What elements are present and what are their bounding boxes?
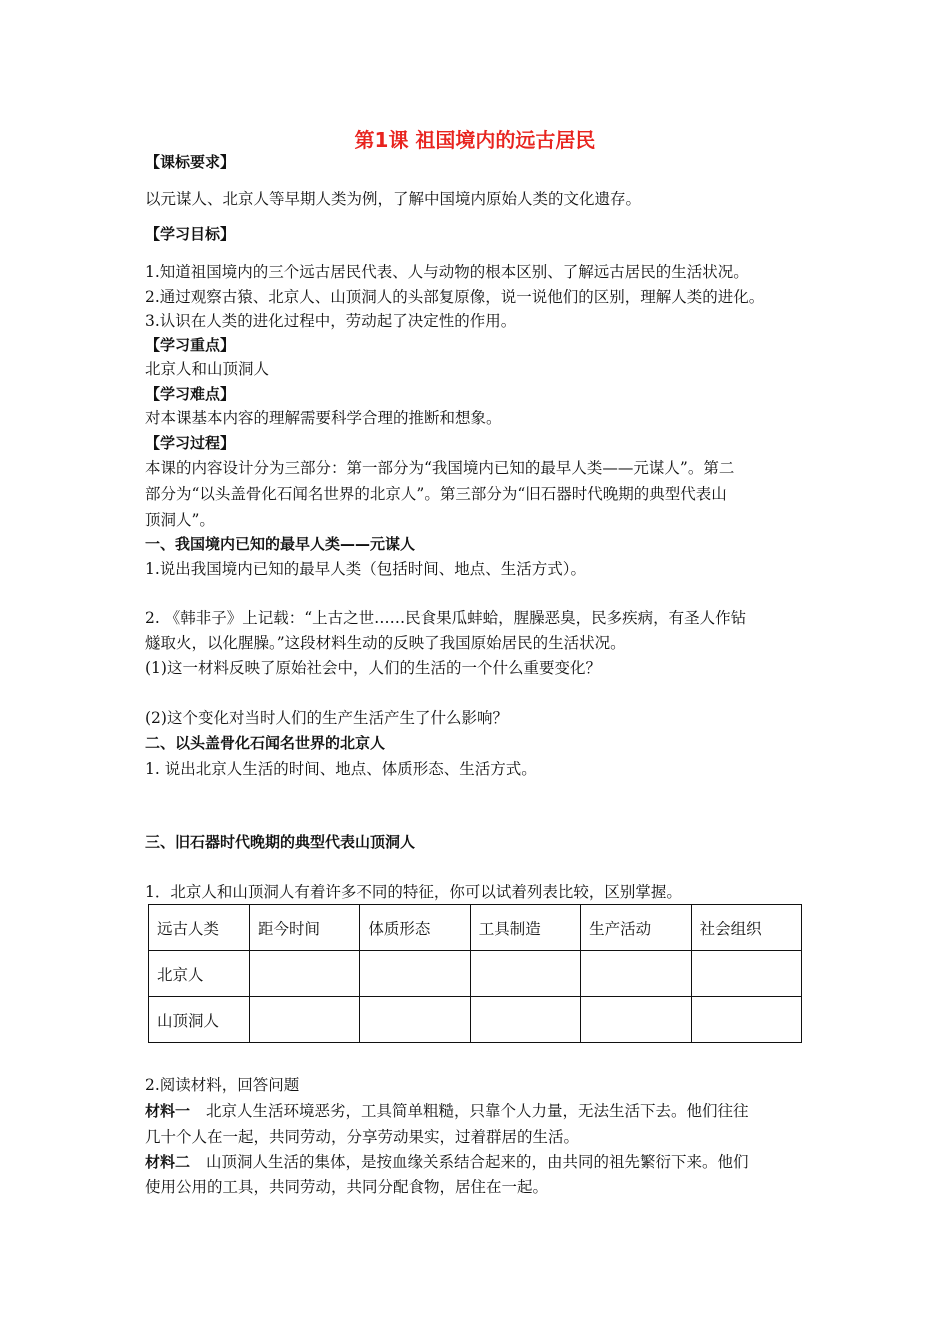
part2-heading: 二、以头盖骨化石闻名世界的北京人 [145,734,386,752]
part1-question-2-line: 2. 《韩非子》上记载：“上古之世……民食果瓜蚌蛤，腥臊恶臭，民多疾病，有圣人作钻 [145,609,747,627]
table-header-cell: 距今时间 [250,905,360,951]
part3-question-2: 2.阅读材料，回答问题 [145,1076,300,1094]
table-cell[interactable] [360,951,470,997]
page-title: 第1课 祖国境内的远古居民 [354,128,596,152]
table-header-cell: 工具制造 [470,905,580,951]
table-cell[interactable] [470,951,580,997]
objective-item: 1.知道祖国境内的三个远古居民代表、人与动物的根本区别、了解远古居民的生活状况。 [145,263,749,281]
material-1-label: 材料一 [145,1102,191,1120]
key-points-text: 北京人和山顶洞人 [145,360,270,378]
table-header-cell: 生产活动 [581,905,691,951]
process-text-line: 本课的内容设计分为三部分：第一部分为“我国境内已知的最早人类——元谋人”。第二 [145,459,735,477]
section-heading-curriculum: 【课标要求】 [145,153,236,171]
table-cell[interactable] [691,951,801,997]
part1-question-1: 1.说出我国境内已知的最早人类（包括时间、地点、生活方式）。 [145,560,587,578]
part1-subquestion-2: (2)这个变化对当时人们的生产生活产生了什么影响？ [145,709,508,727]
section-heading-process: 【学习过程】 [145,434,236,452]
section-heading-objectives: 【学习目标】 [145,225,236,243]
part3-heading: 三、旧石器时代晚期的典型代表山顶洞人 [145,833,416,851]
material-1-line [145,1099,815,1123]
material-2-label: 材料二 [145,1153,191,1171]
table-cell[interactable] [691,997,801,1043]
material-1-line: 几十个人在一起，共同劳动，分享劳动果实，过着群居的生活。 [145,1128,580,1146]
part1-question-2-line: 燧取火，以化腥臊。”这段材料生动的反映了我国原始居民的生活状况。 [145,634,626,652]
curriculum-text: 以元谋人、北京人等早期人类为例，了解中国境内原始人类的文化遗存。 [145,190,642,208]
part2-question-1: 1. 说出北京人生活的时间、地点、体质形态、生活方式。 [145,760,537,778]
table-cell[interactable] [470,997,580,1043]
table-cell[interactable] [250,951,360,997]
objective-item: 3.认识在人类的进化过程中，劳动起了决定性的作用。 [145,312,517,330]
table-header-cell: 体质形态 [360,905,470,951]
material-2-line: 使用公用的工具，共同劳动，共同分配食物，居住在一起。 [145,1178,549,1196]
objective-item: 2.通过观察古猿、北京人、山顶洞人的头部复原像，说一说他们的区别，理解人类的进化。 [145,288,765,306]
table-row [149,997,802,1043]
material-2-text: 山顶洞人生活的集体，是按血缘关系结合起来的，由共同的祖先繁衍下来。他们 [206,1153,749,1171]
section-heading-key-points: 【学习重点】 [145,336,236,354]
table-header-cell: 远古人类 [149,905,250,951]
process-text-line: 部分为“以头盖骨化石闻名世界的北京人”。第三部分为“旧石器时代晚期的典型代表山 [145,485,727,503]
part3-question-1: 1．北京人和山顶洞人有着许多不同的特征，你可以试着列表比较，区别掌握。 [145,883,682,901]
table-row-label: 北京人 [149,951,250,997]
table-cell[interactable] [581,997,691,1043]
table-row [149,951,802,997]
table-cell[interactable] [581,951,691,997]
material-2-line [145,1150,815,1174]
table-header-row [149,905,802,951]
part1-heading: 一、我国境内已知的最早人类——元谋人 [145,535,416,553]
table-row-label: 山顶洞人 [149,997,250,1043]
table-cell[interactable] [250,997,360,1043]
comparison-table [148,904,802,1043]
section-heading-difficulties: 【学习难点】 [145,385,236,403]
table-cell[interactable] [360,997,470,1043]
process-text-line: 顶洞人”。 [145,511,215,529]
material-1-text: 北京人生活环境恶劣，工具简单粗糙，只靠个人力量，无法生活下去。他们往往 [206,1102,749,1120]
table-header-cell: 社会组织 [691,905,801,951]
part1-subquestion-1: (1)这一材料反映了原始社会中，人们的生活的一个什么重要变化？ [145,659,601,677]
difficulties-text: 对本课基本内容的理解需要科学合理的推断和想象。 [145,409,502,427]
